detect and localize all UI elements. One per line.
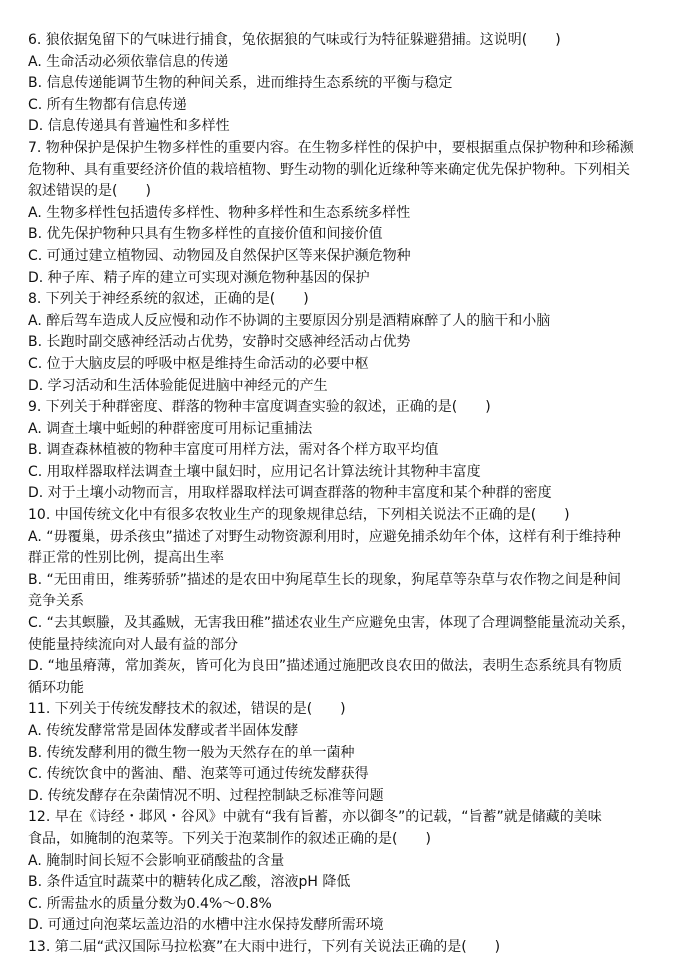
q12-stem-line-2: 食品，如腌制的泡菜等。下列关于泡菜制作的叙述正确的是( ) bbox=[28, 830, 431, 847]
exam-page bbox=[28, 30, 664, 959]
q6-option-c: C. 所有生物都有信息传递 bbox=[28, 96, 187, 113]
q12-option-c: C. 所需盐水的质量分数为0.4%～0.8% bbox=[28, 895, 272, 912]
q7-stem-line-3: 叙述错误的是( ) bbox=[28, 183, 151, 200]
q11-option-d: D. 传统发酵存在杂菌情况不明、过程控制缺乏标准等问题 bbox=[28, 787, 384, 804]
q7-option-d: D. 种子库、精子库的建立可实现对濒危物种基因的保护 bbox=[28, 269, 370, 286]
q12-option-a: A. 腌制时间长短不会影响亚硝酸盐的含量 bbox=[28, 852, 285, 869]
q6-option-d: D. 信息传递具有普遍性和多样性 bbox=[28, 118, 230, 135]
q8-option-c: C. 位于大脑皮层的呼吸中枢是维持生命活动的必要中枢 bbox=[28, 355, 369, 372]
q8-stem: 8. 下列关于神经系统的叙述，正确的是( ) bbox=[28, 291, 309, 308]
q7-option-c: C. 可通过建立植物园、动物园及自然保护区等来保护濒危物种 bbox=[28, 247, 411, 264]
q11-option-b: B. 传统发酵利用的微生物一般为天然存在的单一菌种 bbox=[28, 744, 355, 761]
q9-option-d: D. 对于土壤小动物而言，用取样器取样法可调查群落的物种丰富度和某个种群的密度 bbox=[28, 485, 552, 502]
q12-option-b: B. 条件适宜时蔬菜中的糖转化成乙酸，溶液pH 降低 bbox=[28, 874, 351, 891]
q11-option-a: A. 传统发酵常常是固体发酵或者半固体发酵 bbox=[28, 723, 299, 739]
q7-stem-line-2: 危物种、具有重要经济价值的栽培植物、野生动物的驯化近缘种等来确定优先保护物种。下列相关 bbox=[28, 161, 630, 178]
q6-stem: 6. 狼依据兔留下的气味进行捕食，兔依据狼的气味或行为特征躲避猎捕。这说明( ) bbox=[28, 32, 561, 48]
q11-option-c: C. 传统饮食中的酱油、醋、泡菜等可通过传统发酵获得 bbox=[28, 766, 369, 783]
q9-option-c: C. 用取样器取样法调查土壤中鼠妇时，应用记名计算法统计其物种丰富度 bbox=[28, 463, 481, 480]
q12-option-d: D. 可通过向泡菜坛盖边沿的水槽中注水保持发酵所需环境 bbox=[28, 917, 384, 934]
q7-option-b: B. 优先保护物种只具有生物多样性的直接价值和间接价值 bbox=[28, 226, 383, 243]
q6-option-a: A. 生命活动必须依靠信息的传递 bbox=[28, 53, 229, 70]
q10-option-a-line-1: A. “毋覆巢，毋杀孩虫”描述了对野生动物资源利用时，应避免捕杀幼年个体，这样有利于维持种 bbox=[28, 528, 621, 545]
q6-option-b: B. 信息传递能调节生物的种间关系，进而维持生态系统的平衡与稳定 bbox=[28, 75, 453, 92]
q10-option-b-line-2: 竞争关系 bbox=[28, 593, 84, 610]
q7-option-a: A. 生物多样性包括遗传多样性、物种多样性和生态系统多样性 bbox=[28, 204, 411, 221]
q8-option-a: A. 醉后驾车造成人反应慢和动作不协调的主要原因分别是酒精麻醉了人的脑干和小脑 bbox=[28, 312, 551, 329]
q8-option-b: B. 长跑时副交感神经活动占优势，安静时交感神经活动占优势 bbox=[28, 334, 411, 351]
q13-stem: 13. 第二届“武汉国际马拉松赛”在大雨中进行，下列有关说法正确的是( ) bbox=[28, 938, 501, 955]
q9-stem: 9. 下列关于种群密度、群落的物种丰富度调查实验的叙述，正确的是( ) bbox=[28, 399, 491, 416]
q10-option-a-line-2: 群正常的性别比例，提高出生率 bbox=[28, 550, 224, 567]
q12-stem-line-1: 12. 早在《诗经・邶风・谷风》中就有“我有旨蓄，亦以御冬”的记载，“旨蓄”就是储藏的美味 bbox=[28, 809, 602, 826]
q10-option-d-line-1: D. “地虽瘠薄，常加粪灰，皆可化为良田”描述通过施肥改良农田的做法，表明生态系统具有物质 bbox=[28, 658, 623, 675]
q10-option-b-line-1: B. “无田甫田，维莠骄骄”描述的是农田中狗尾草生长的现象，狗尾草等杂草与农作物之间是种间 bbox=[28, 571, 622, 588]
q10-option-d-line-2: 循环功能 bbox=[28, 679, 84, 696]
q10-option-c-line-2: 使能量持续流向对人最有益的部分 bbox=[28, 636, 238, 653]
q10-option-c-line-1: C. “去其螟螣，及其蟊贼，无害我田稚”描述农业生产应避免虫害，体现了合理调整能量流动关系， bbox=[28, 615, 636, 632]
q8-option-d: D. 学习活动和生活体验能促进脑中神经元的产生 bbox=[28, 377, 328, 394]
q10-stem: 10. 中国传统文化中有很多农牧业生产的现象规律总结，下列相关说法不正确的是( ) bbox=[28, 507, 570, 524]
q7-stem-line-1: 7. 物种保护是保护生物多样性的重要内容。在生物多样性的保护中，要根据重点保护物种和珍稀濒 bbox=[28, 139, 634, 156]
q9-option-b: B. 调查森林植被的物种丰富度可用样方法，需对各个样方取平均值 bbox=[28, 442, 439, 459]
q11-stem: 11. 下列关于传统发酵技术的叙述，错误的是( ) bbox=[28, 701, 346, 718]
q9-option-a: A. 调查土壤中蚯蚓的种群密度可用标记重捕法 bbox=[28, 420, 313, 437]
